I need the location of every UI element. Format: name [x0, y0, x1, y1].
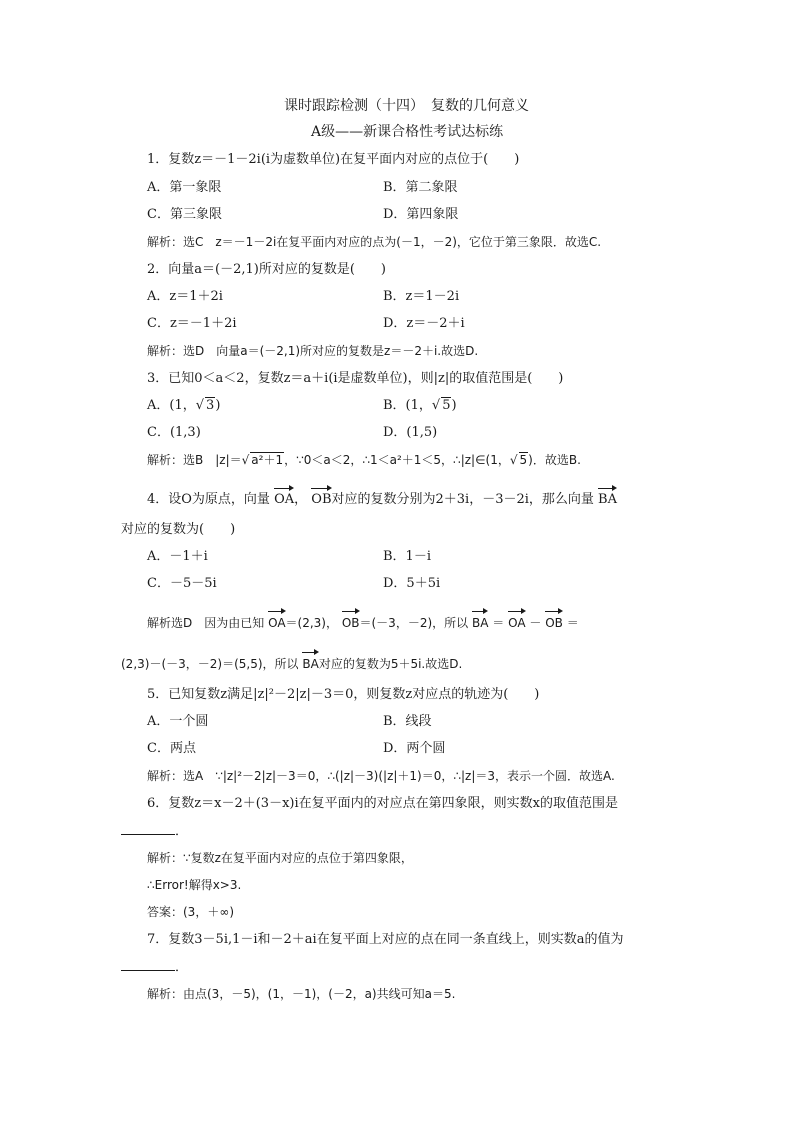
vector-ob: OB — [311, 487, 331, 509]
q5-option-c: C．两点 — [147, 741, 196, 756]
vector-ob: OB — [545, 610, 563, 632]
vector-ba: BA — [598, 487, 617, 509]
q4-option-d: D．5＋5i — [383, 576, 441, 591]
q4-option-c: C．－5－5i — [147, 576, 217, 591]
q5-stem: 5．已知复数z满足|z|²－2|z|－3＝0，则复数z对应点的轨迹为( ) — [147, 687, 540, 702]
q2-option-c: C．z＝－1＋2i — [147, 316, 237, 331]
q4-solution: 解析选D 因为由已知 OA＝(2,3)， OB＝(－3，－2)，所以 BA ＝ OA － OB ＝ — [147, 610, 579, 632]
sqrt-symbol: √ — [431, 398, 441, 413]
vector-oa: OA — [274, 487, 294, 509]
q4-stem-line2: 对应的复数为( ) — [121, 522, 236, 537]
vector-oa: OA — [508, 610, 525, 632]
q3-solution: 解析：选B |z|＝√ a²＋1，∵0＜a＜2，∴1＜a²＋1＜5，∴|z|∈(1，√ 5)．故选B. — [147, 453, 581, 467]
page-title: 课时跟踪检测（十四） 复数的几何意义 — [284, 98, 529, 114]
q7-solution: 解析：由点(3，－5)，(1，－1)，(－2，a)共线可知a＝5. — [147, 987, 456, 1001]
vector-ba: BA — [472, 610, 488, 632]
q5-option-b: B．线段 — [383, 714, 432, 729]
sqrt-symbol: √ — [195, 398, 205, 413]
q5-solution: 解析：选A ∵|z|²－2|z|－3＝0，∴(|z|－3)(|z|＋1)＝0，∴|z|＝3，表示一个圆．故选A. — [147, 769, 615, 783]
vector-oa: OA — [268, 610, 285, 632]
q1-solution: 解析：选C z＝－1－2i在复平面内对应的点为(－1，－2)，它位于第三象限．故选C. — [147, 235, 602, 249]
q7-blank-line: ． — [121, 958, 188, 977]
answer-blank — [121, 822, 175, 835]
q2-option-d: D．z＝－2＋i — [383, 316, 465, 331]
q3-option-b: B．(1，√ 5) — [383, 398, 457, 413]
q4-stem: 4．设O为原点，向量 OA， OB对应的复数分别为2＋3i，－3－2i，那么向量 BA — [147, 487, 617, 509]
q5-option-a: A．一个圆 — [147, 714, 209, 729]
q6-blank-line: ． — [121, 822, 188, 841]
q1-stem: 1．复数z＝－1－2i(i为虚数单位)在复平面内对应的点位于( ) — [147, 152, 520, 167]
q4-option-a: A．－1＋i — [147, 549, 208, 564]
q3-stem: 3．已知0＜a＜2，复数z＝a＋i(i是虚数单位)，则|z|的取值范围是( ) — [147, 371, 564, 386]
answer-blank — [121, 958, 175, 971]
q1-option-b: B．第二象限 — [383, 180, 458, 195]
q1-option-a: A．第一象限 — [147, 180, 222, 195]
q6-solution-line2: ∴Error!解得x>3. — [147, 878, 242, 892]
q5-option-d: D．两个圆 — [383, 741, 446, 756]
q2-option-b: B．z＝1－2i — [383, 289, 460, 304]
q6-stem: 6．复数z＝x－2＋(3－x)i在复平面内的对应点在第四象限，则实数x的取值范围是 — [147, 796, 618, 811]
q4-solution-line2: (2,3)－(－3，－2)＝(5,5)，所以 BA对应的复数为5＋5i.故选D. — [121, 651, 462, 673]
q3-option-a: A．(1，√ 3) — [147, 398, 221, 413]
sqrt-symbol: √ — [241, 453, 250, 467]
vector-ob: OB — [342, 610, 360, 632]
sqrt-symbol: √ — [509, 453, 518, 467]
q7-stem: 7．复数3－5i,1－i和－2＋ai在复平面上对应的点在同一条直线上，则实数a的值为 — [147, 932, 624, 947]
q2-solution: 解析：选D 向量a＝(－2,1)所对应的复数是z＝－2＋i.故选D. — [147, 344, 479, 358]
q1-option-c: C．第三象限 — [147, 207, 222, 222]
vector-ba: BA — [302, 651, 318, 673]
q6-solution: 解析：∵复数z在复平面内对应的点位于第四象限， — [147, 851, 413, 865]
q3-option-d: D．(1,5) — [383, 425, 438, 440]
q1-option-d: D．第四象限 — [383, 207, 459, 222]
q6-answer: 答案：(3，＋∞) — [147, 905, 234, 919]
q2-option-a: A．z＝1＋2i — [147, 289, 223, 304]
q4-option-b: B．1－i — [383, 549, 431, 564]
section-subtitle: A级——新课合格性考试达标练 — [311, 124, 504, 140]
q3-option-c: C．(1,3) — [147, 425, 201, 440]
q2-stem: 2．向量a＝(－2,1)所对应的复数是( ) — [147, 262, 386, 277]
